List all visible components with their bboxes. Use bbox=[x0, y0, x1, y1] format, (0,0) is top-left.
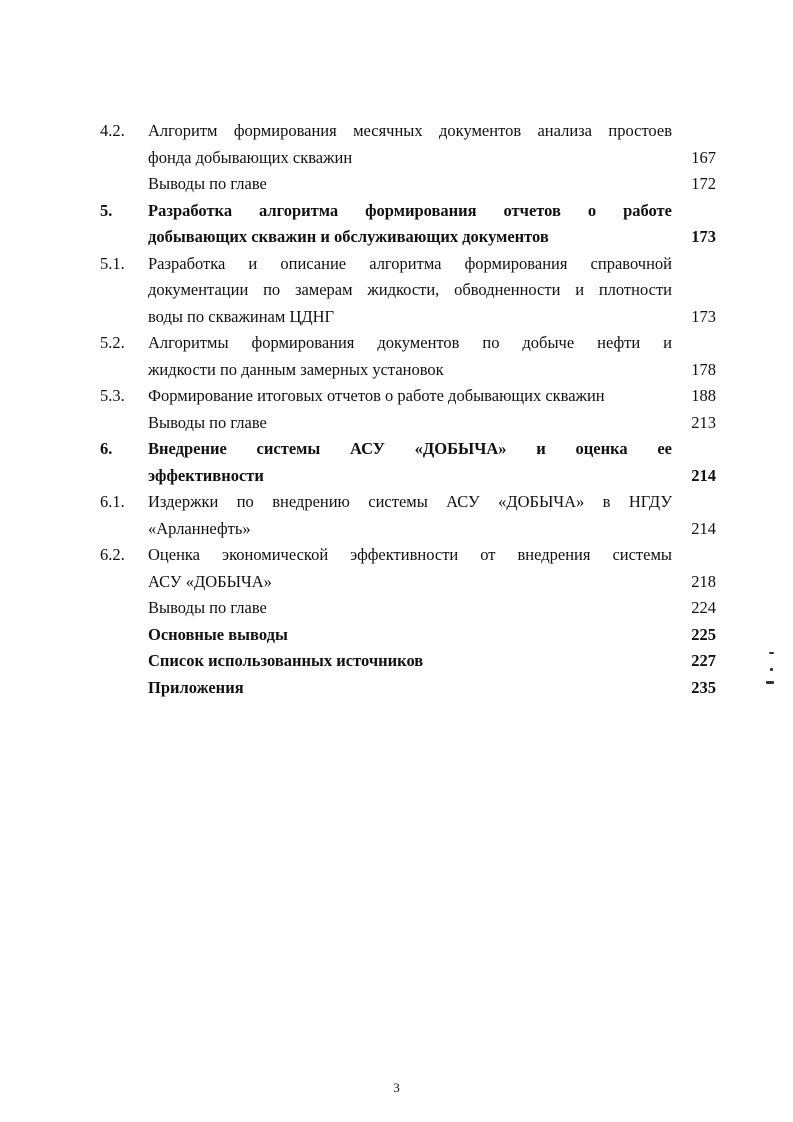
toc-entry bbox=[100, 489, 720, 542]
toc-entry-line bbox=[100, 489, 720, 516]
toc-entry-title: Приложения bbox=[148, 677, 244, 697]
table-of-contents bbox=[100, 118, 720, 701]
toc-entry-title: Разработка и описание алгоритма формирования справочной bbox=[148, 253, 672, 273]
toc-entry-title: АСУ «ДОБЫЧА» bbox=[148, 571, 272, 591]
toc-entry-title: Выводы по главе bbox=[148, 598, 267, 617]
toc-entry-number: 5.3. bbox=[100, 386, 125, 405]
toc-entry-line bbox=[100, 224, 720, 251]
toc-entry-title: Выводы по главе bbox=[148, 412, 267, 432]
page-number: 3 bbox=[393, 1080, 400, 1095]
toc-entry-line bbox=[100, 542, 720, 569]
toc-entry-title: Список использованных источников bbox=[148, 651, 424, 670]
toc-entry bbox=[100, 330, 720, 383]
toc-entry-line bbox=[100, 622, 720, 649]
toc-entry-title: Основные выводы bbox=[148, 624, 288, 644]
toc-entry-line bbox=[100, 145, 720, 172]
toc-entry bbox=[100, 383, 720, 410]
toc-entry-title: Выводы по главе bbox=[148, 174, 267, 193]
toc-entry-title: Формирование итоговых отчетов о работе добывающих скважин bbox=[148, 386, 605, 405]
toc-entry-page: 227 bbox=[691, 651, 716, 670]
toc-entry-number: 6.1. bbox=[100, 492, 125, 511]
toc-entry-page: 173 bbox=[691, 227, 716, 246]
toc-entry-line bbox=[100, 569, 720, 596]
toc-entry-title: Алгоритмы формирования документов по добыче нефти и bbox=[148, 333, 672, 352]
toc-entry-line bbox=[100, 171, 720, 198]
scan-mark bbox=[769, 652, 774, 654]
toc-entry-title: «Арланнефть» bbox=[148, 518, 251, 538]
toc-entry-title: фонда добывающих скважин bbox=[148, 147, 353, 167]
toc-entry bbox=[100, 542, 720, 595]
toc-entry-line bbox=[100, 516, 720, 543]
toc-entry bbox=[100, 436, 720, 489]
toc-entry-title: Оценка экономической эффективности от внедрения системы bbox=[148, 545, 672, 564]
toc-entry bbox=[100, 251, 720, 331]
toc-entry-page: 213 bbox=[691, 412, 716, 432]
toc-entry-line bbox=[100, 198, 720, 225]
toc-entry-page: 173 bbox=[691, 306, 716, 326]
toc-entry-line bbox=[100, 410, 720, 437]
scan-mark bbox=[770, 668, 773, 671]
toc-entry bbox=[100, 118, 720, 171]
toc-entry bbox=[100, 595, 720, 622]
toc-entry-page: 235 bbox=[691, 677, 716, 697]
toc-entry-line bbox=[100, 277, 720, 304]
toc-entry-page: 214 bbox=[691, 518, 716, 538]
toc-entry-line bbox=[100, 383, 720, 410]
toc-entry-line bbox=[100, 118, 720, 145]
toc-entry-page: 188 bbox=[691, 386, 716, 405]
toc-entry bbox=[100, 648, 720, 675]
toc-entry-number: 4.2. bbox=[100, 121, 125, 140]
toc-entry-number: 5.2. bbox=[100, 333, 125, 352]
toc-entry-title: Издержки по внедрению системы АСУ «ДОБЫЧА» в НГДУ bbox=[148, 492, 672, 511]
toc-entry-line bbox=[100, 595, 720, 622]
toc-entry-line bbox=[100, 357, 720, 384]
toc-entry-title: документации по замерам жидкости, обводненности и плотности bbox=[148, 280, 672, 299]
toc-entry-title: Разработка алгоритма формирования отчетов о работе bbox=[148, 200, 672, 220]
toc-entry-number: 5. bbox=[100, 200, 113, 220]
toc-entry-number: 5.1. bbox=[100, 253, 125, 273]
toc-entry-title: Алгоритм формирования месячных документов анализа простоев bbox=[148, 121, 672, 140]
toc-entry-title: жидкости по данным замерных установок bbox=[148, 359, 444, 379]
toc-entry-line bbox=[100, 648, 720, 675]
toc-entry-line bbox=[100, 251, 720, 278]
toc-entry bbox=[100, 171, 720, 198]
toc-entry bbox=[100, 622, 720, 649]
toc-entry-page: 178 bbox=[691, 359, 716, 379]
toc-entry bbox=[100, 410, 720, 437]
toc-entry-line bbox=[100, 675, 720, 702]
scan-mark bbox=[766, 681, 774, 684]
toc-entry-number: 6. bbox=[100, 439, 113, 458]
toc-entry-line bbox=[100, 330, 720, 357]
toc-entry-page: 225 bbox=[691, 624, 716, 644]
toc-entry-title: воды по скважинам ЦДНГ bbox=[148, 306, 335, 326]
toc-entry-title: Внедрение системы АСУ «ДОБЫЧА» и оценка ее bbox=[148, 439, 672, 458]
toc-entry-page: 218 bbox=[691, 571, 716, 591]
toc-entry-line bbox=[100, 304, 720, 331]
toc-entry-page: 214 bbox=[691, 465, 716, 485]
toc-entry bbox=[100, 675, 720, 702]
toc-entry bbox=[100, 198, 720, 251]
toc-entry-page: 172 bbox=[691, 174, 716, 193]
toc-entry-page: 167 bbox=[691, 147, 716, 167]
toc-entry-line bbox=[100, 436, 720, 463]
toc-entry-page: 224 bbox=[691, 598, 716, 617]
toc-entry-line bbox=[100, 463, 720, 490]
toc-entry-title: эффективности bbox=[148, 465, 264, 485]
toc-entry-title: добывающих скважин и обслуживающих документов bbox=[148, 227, 549, 246]
toc-entry-number: 6.2. bbox=[100, 545, 125, 564]
